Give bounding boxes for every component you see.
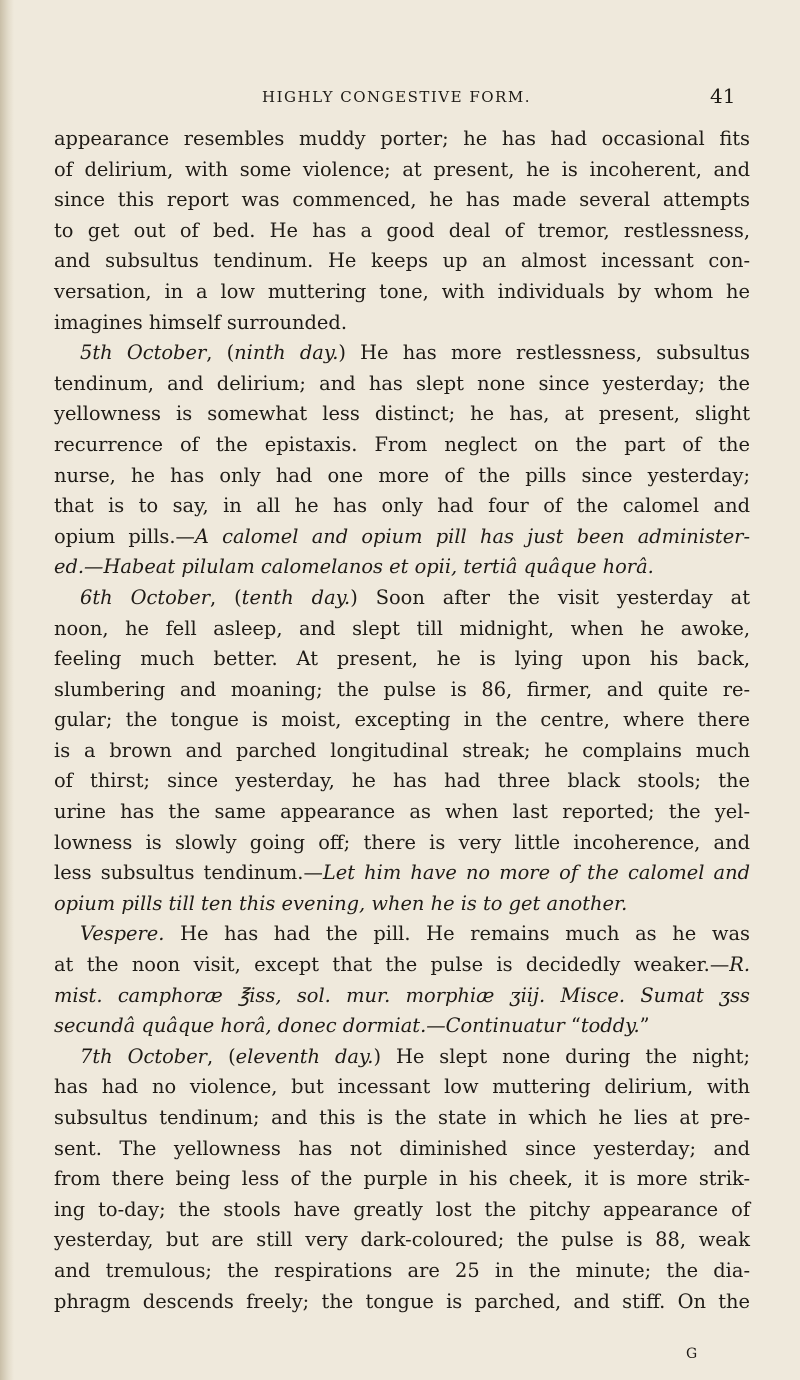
text-line bbox=[54, 185, 750, 216]
text-segment: slumbering and moaning; the pulse is 86, firmer, and quite re- bbox=[54, 677, 750, 701]
text-line bbox=[54, 1164, 750, 1195]
text-segment: 7th October bbox=[80, 1044, 207, 1068]
text-segment: gular; the tongue is moist, excepting in the centre, where there bbox=[54, 708, 750, 732]
text-segment: of delirium, with some violence; at present, he is incoherent, and bbox=[54, 157, 750, 181]
text-segment: A calomel and opium pill has just been administer- bbox=[194, 524, 750, 548]
text-segment: , ( bbox=[206, 341, 235, 365]
text-segment: lowness is slowly going off; there is very little incoherence, and bbox=[54, 830, 750, 854]
text-line bbox=[54, 522, 750, 553]
text-segment: sent. The yellowness has not diminished since yesterday; and bbox=[54, 1136, 750, 1160]
text-segment: He has had the pill. He remains much as he was bbox=[164, 922, 750, 946]
text-segment: Let him have no more of the calomel and bbox=[322, 861, 750, 885]
page-binding-edge bbox=[0, 0, 14, 1380]
text-segment: phragm descends freely; the tongue is parched, and stiff. On the bbox=[54, 1289, 750, 1313]
text-line bbox=[54, 1072, 750, 1103]
text-segment: 6th October bbox=[80, 585, 210, 609]
text-segment: , ( bbox=[209, 585, 242, 609]
text-line bbox=[54, 155, 750, 186]
text-segment: mist. camphoræ ℥iss, sol. mur. morphiæ ʒiij. Misce. Sumat ʒss bbox=[54, 983, 750, 1007]
text-segment: R. bbox=[729, 953, 750, 977]
text-segment: “ bbox=[570, 1014, 581, 1038]
text-line bbox=[54, 552, 750, 583]
text-segment: ninth day. bbox=[234, 341, 339, 365]
text-segment: opium pills.— bbox=[54, 524, 195, 548]
text-segment: tendinum, and delirium; and has slept none since yesterday; the bbox=[54, 371, 750, 395]
text-line bbox=[54, 583, 750, 614]
text-line bbox=[54, 766, 750, 797]
text-line bbox=[54, 1103, 750, 1134]
text-segment: opium pills till ten this evening, when he is to get another. bbox=[54, 891, 628, 915]
text-segment: less subsultus tendinum.— bbox=[54, 861, 323, 885]
signature-mark: G bbox=[686, 1346, 698, 1362]
text-segment: at the noon visit, except that the pulse is decidedly weaker.— bbox=[54, 953, 730, 977]
text-line bbox=[54, 430, 750, 461]
text-segment: is a brown and parched longitudinal streak; he complains much bbox=[54, 738, 750, 762]
text-segment: eleventh day. bbox=[235, 1044, 374, 1068]
text-segment: from there being less of the purple in his cheek, it is more strik- bbox=[54, 1167, 750, 1191]
text-line bbox=[54, 736, 750, 767]
text-segment: subsultus tendinum; and this is the state in which he lies at pre- bbox=[54, 1106, 750, 1129]
text-line bbox=[54, 369, 750, 400]
text-line bbox=[54, 1134, 750, 1165]
text-segment: urine has the same appearance as when last reported; the yel- bbox=[54, 800, 750, 824]
text-line bbox=[54, 491, 750, 522]
text-line bbox=[54, 399, 750, 430]
text-line bbox=[54, 614, 750, 645]
text-line bbox=[54, 1287, 750, 1318]
text-segment: ed.—Habeat pilulam calomelanos et opii, tertiâ quâque horâ. bbox=[54, 555, 654, 579]
text-line bbox=[54, 919, 750, 950]
text-line bbox=[54, 644, 750, 675]
text-segment: recurrence of the epistaxis. From neglect on the part of the bbox=[54, 432, 750, 456]
text-line bbox=[54, 216, 750, 247]
text-segment: ” bbox=[639, 1014, 650, 1038]
text-segment: to get out of bed. He has a good deal of tremor, restlessness, bbox=[54, 218, 750, 242]
text-line bbox=[54, 124, 750, 155]
text-segment: nurse, he has only had one more of the pills since yesterday; bbox=[54, 463, 750, 487]
text-segment: secundâ quâque horâ, donec dormiat.—Continuatur bbox=[54, 1014, 571, 1038]
text-segment: appearance resembles muddy porter; he has had occasional fits bbox=[54, 127, 750, 150]
text-segment: has had no violence, but incessant low muttering delirium, with bbox=[54, 1075, 750, 1099]
text-segment: since this report was commenced, he has made several attempts bbox=[54, 188, 750, 212]
text-line bbox=[54, 828, 750, 859]
text-segment: yesterday, but are still very dark-coloured; the pulse is 88, weak bbox=[54, 1228, 750, 1252]
text-line bbox=[54, 308, 750, 339]
text-segment: ) Soon after the visit yesterday at bbox=[350, 585, 750, 609]
text-line bbox=[54, 1042, 750, 1073]
text-segment: that is to say, in all he has only had four of the calomel and bbox=[54, 494, 750, 518]
text-segment: versation, in a low muttering tone, with individuals by whom he bbox=[54, 279, 750, 303]
text-line bbox=[54, 981, 750, 1012]
running-title: HIGHLY CONGESTIVE FORM. bbox=[262, 88, 531, 106]
text-segment: toddy. bbox=[580, 1014, 640, 1038]
text-segment: ) He has more restlessness, subsultus bbox=[338, 341, 750, 365]
text-segment: , ( bbox=[206, 1044, 236, 1068]
text-line bbox=[54, 858, 750, 889]
text-segment: Vespere. bbox=[80, 922, 165, 946]
text-segment: and tremulous; the respirations are 25 in the minute; the dia- bbox=[54, 1258, 750, 1282]
text-line bbox=[54, 461, 750, 492]
page-header bbox=[0, 84, 800, 114]
text-segment: feeling much better. At present, he is lying upon his back, bbox=[54, 647, 750, 671]
text-line bbox=[54, 705, 750, 736]
text-line bbox=[54, 1011, 750, 1042]
text-line bbox=[54, 1225, 750, 1256]
text-line bbox=[54, 277, 750, 308]
text-segment: 5th October bbox=[80, 341, 207, 365]
text-line bbox=[54, 889, 750, 920]
text-segment: tenth day. bbox=[241, 585, 351, 609]
text-segment: and subsultus tendinum. He keeps up an almost incessant con- bbox=[54, 249, 750, 273]
text-line bbox=[54, 1195, 750, 1226]
text-segment: of thirst; since yesterday, he has had three black stools; the bbox=[54, 769, 750, 793]
text-segment: ing to-day; the stools have greatly lost the pitchy appearance of bbox=[54, 1197, 750, 1221]
body-text bbox=[54, 124, 750, 1317]
text-segment: imagines himself surrounded. bbox=[54, 310, 347, 334]
text-segment: yellowness is somewhat less distinct; he has, at present, slight bbox=[54, 402, 750, 426]
text-segment: ) He slept none during the night; bbox=[373, 1044, 751, 1068]
text-line bbox=[54, 675, 750, 706]
text-line bbox=[54, 950, 750, 981]
page-number: 41 bbox=[710, 84, 736, 108]
text-segment: noon, he fell asleep, and slept till midnight, when he awoke, bbox=[54, 616, 750, 640]
text-line bbox=[54, 797, 750, 828]
text-line bbox=[54, 246, 750, 277]
text-line bbox=[54, 338, 750, 369]
text-line bbox=[54, 1256, 750, 1287]
